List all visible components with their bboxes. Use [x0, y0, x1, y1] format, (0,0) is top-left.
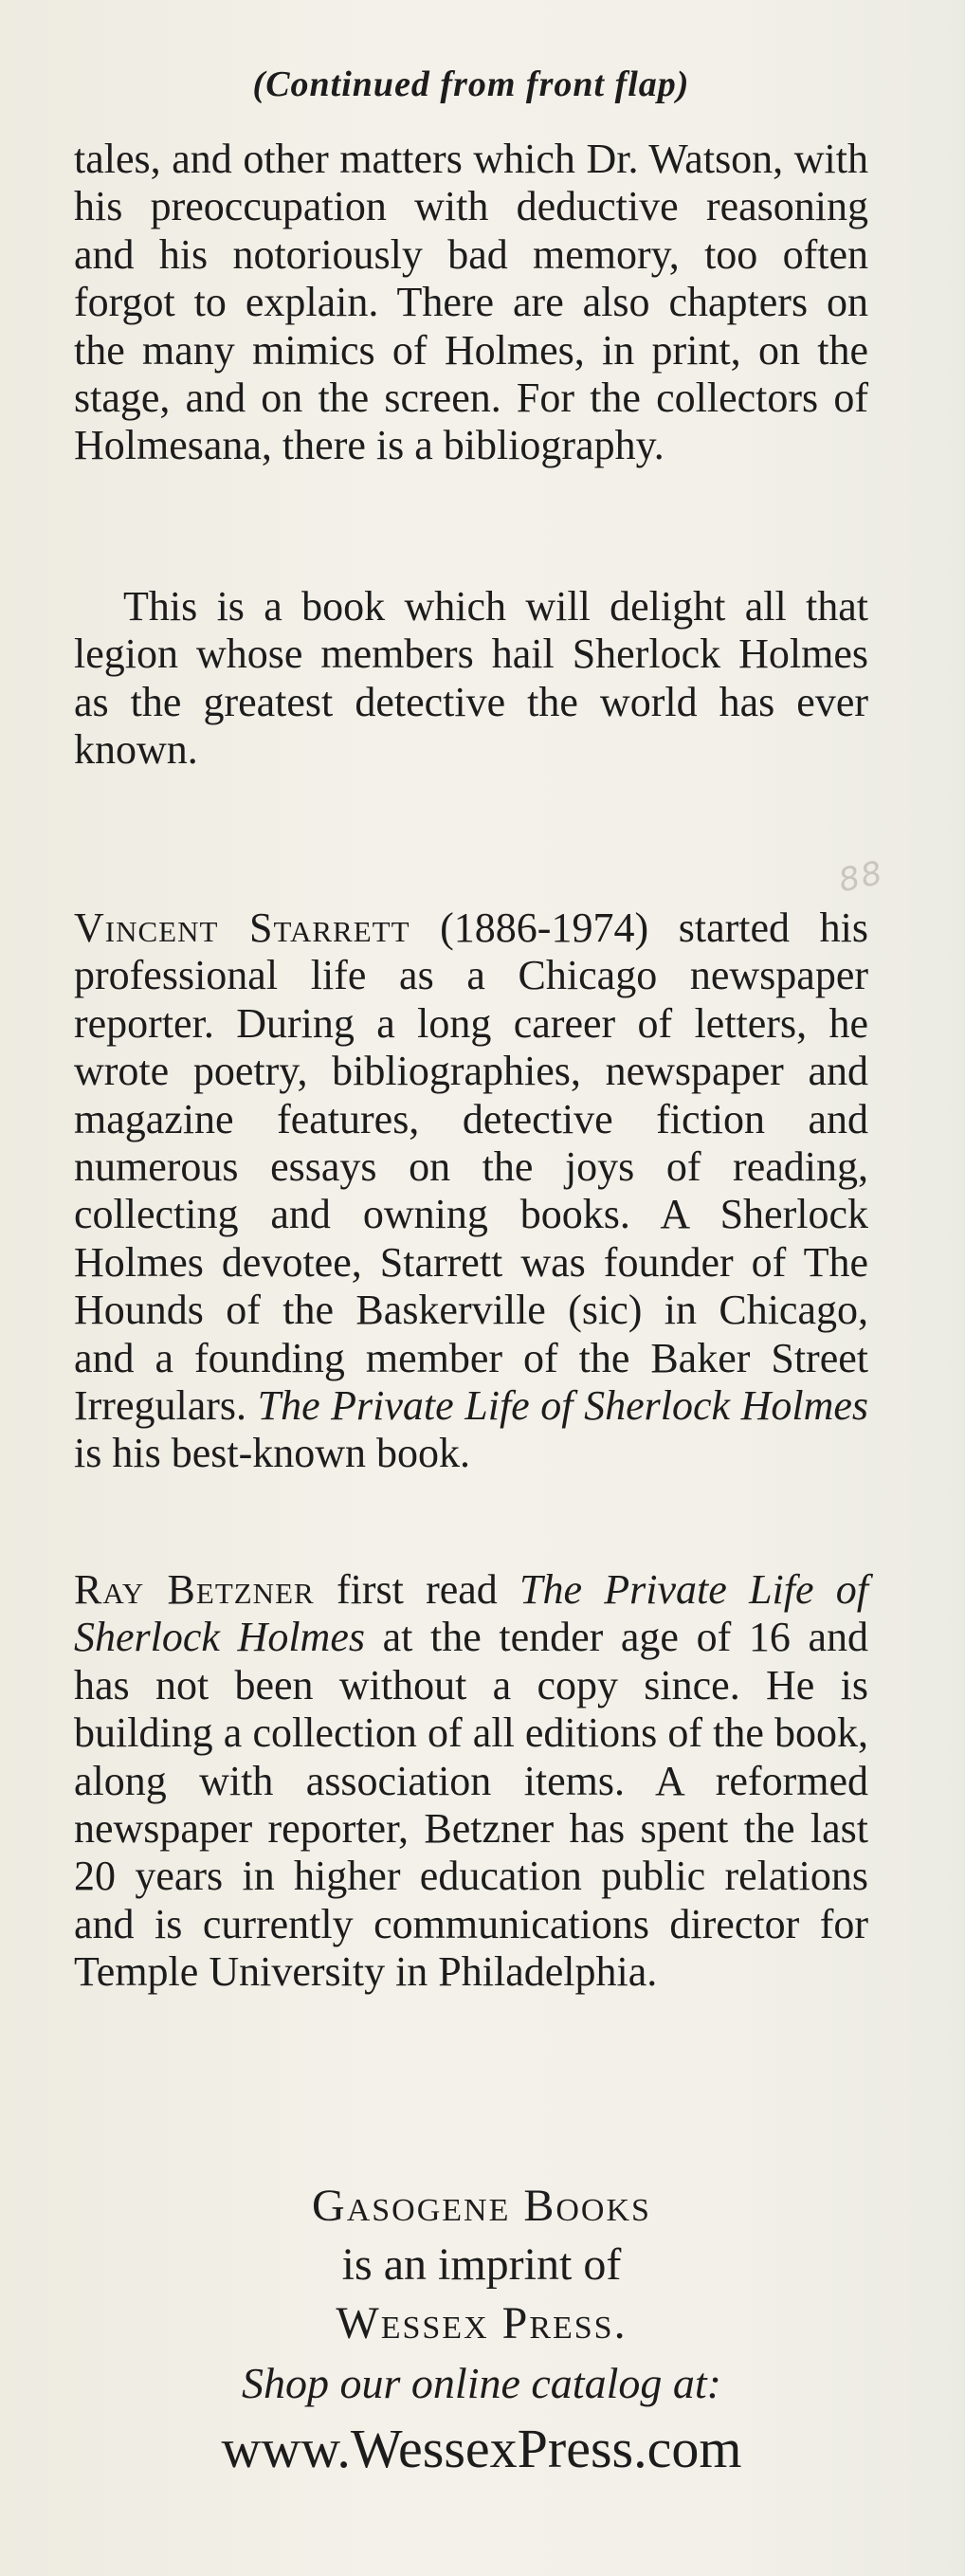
blurb-paragraph-1: tales, and other matters which Dr. Watson, with his preoccupation with deductive reasoning and his notoriously bad memory, too often forgot to explain. There are also chapters on the many mimics of Holmes, in print, on the stage, and on the screen. For the collectors of Holmesana, there is a bibliography.: [74, 136, 868, 469]
bio-text: (1886-1974) started his professional life as a Chicago newspaper reporter. During a long career of letters, he wrote poetry, bibliographies, newspaper and magazine features, detective fiction and numerous essays on the joys of reading, collecting and owning books. A Sherlock Holmes devotee, Starrett was founder of The Hounds of the Baskerville (sic) in Chicago, and a founding member of the Baker Street Irregulars.: [74, 904, 868, 1430]
bio-text-end: at the tender age of 16 and has not been without a copy since. He is building a collection of all editions of the book, along with association items. A reformed newspaper reporter, Betzner has spent the last 20 years in higher education public relations and is currently communications director for Temple University in Philadelphia.: [74, 1614, 868, 1996]
parent-publisher: Wessex Press.: [336, 2298, 628, 2348]
page-edge-shadow: [957, 0, 965, 2576]
continued-note: (Continued from front flap): [252, 64, 690, 104]
book-title: The Private Life of Sherlock Holmes: [257, 1382, 869, 1430]
bio-text: first read: [314, 1566, 520, 1613]
catalog-url: www.WessexPress.com: [221, 2418, 742, 2479]
pencil-mark: 88: [835, 853, 887, 901]
editor-bio-betzner: [74, 1566, 868, 1997]
publisher-name: Gasogene Books: [312, 2181, 651, 2231]
shop-line: Shop our online catalog at:: [242, 2359, 721, 2407]
blurb-paragraph-2: This is a book which will delight all that legion whose members hail Sherlock Holmes as the greatest detective the world has ever known.: [74, 583, 868, 774]
publisher-imprint: [74, 2177, 889, 2484]
book-title: The Private Life of Sherlock Holmes: [74, 1566, 868, 1661]
imprint-relation: is an imprint of: [341, 2239, 622, 2290]
author-bio-starrett: [74, 904, 868, 1478]
editor-name: Ray Betzner: [74, 1566, 315, 1613]
bio-text-end: is his best-known book.: [74, 1430, 470, 1477]
author-name: Vincent Starrett: [74, 904, 410, 951]
